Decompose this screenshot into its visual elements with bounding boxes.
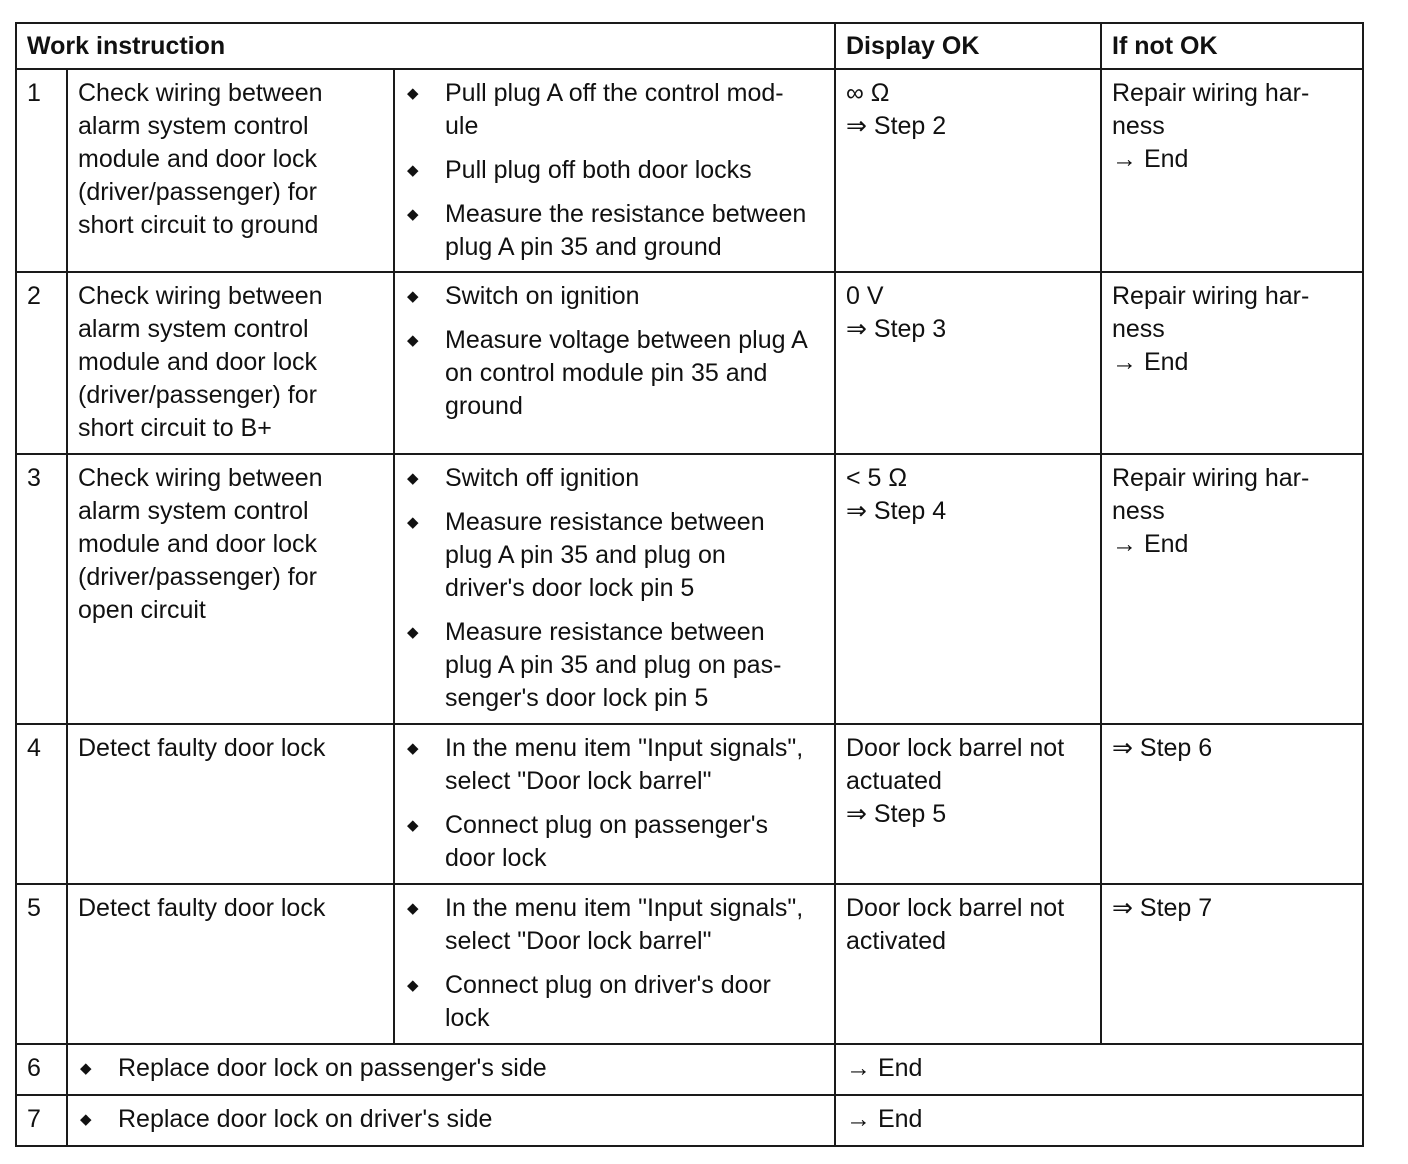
action-steps bbox=[394, 272, 835, 454]
check-description: Detect faulty door lock bbox=[67, 724, 394, 884]
list-item: ◆ Switch on ignition bbox=[405, 280, 824, 313]
action-steps bbox=[394, 454, 835, 724]
check-description: Detect faulty door lock bbox=[67, 884, 394, 1044]
result-cell: → End bbox=[835, 1044, 1363, 1095]
list-item: ◆ Pull plug off both door locks bbox=[405, 154, 824, 187]
step-number: 3 bbox=[16, 454, 67, 724]
action-steps bbox=[394, 884, 835, 1044]
table-row bbox=[16, 69, 1363, 272]
display-ok-cell: 0 V ⇒ Step 3 bbox=[835, 272, 1101, 454]
list-item: ◆ Measure the resistance between plug A pin 35 and ground bbox=[405, 198, 824, 264]
table-row bbox=[16, 272, 1363, 454]
display-ok-cell: Door lock barrel not activated bbox=[835, 884, 1101, 1044]
list-item: ◆ In the menu item "Input signals", select "Door lock barrel" bbox=[405, 732, 824, 798]
check-description: Check wiring between alarm system control module and door lock (driver/passenger) for short circuit to B+ bbox=[67, 272, 394, 454]
table-row bbox=[16, 724, 1363, 884]
table-row bbox=[16, 454, 1363, 724]
header-display-ok: Display OK bbox=[835, 23, 1101, 69]
action-steps bbox=[67, 1044, 835, 1095]
step-number: 7 bbox=[16, 1095, 67, 1146]
action-steps bbox=[394, 69, 835, 272]
check-description: Check wiring between alarm system control module and door lock (driver/passenger) for short circuit to ground bbox=[67, 69, 394, 272]
display-ok-cell: ∞ Ω ⇒ Step 2 bbox=[835, 69, 1101, 272]
if-not-ok-cell: Repair wiring har- ness → End bbox=[1101, 272, 1363, 454]
action-steps bbox=[67, 1095, 835, 1146]
step-number: 4 bbox=[16, 724, 67, 884]
list-item: ◆ Connect plug on driver's door lock bbox=[405, 969, 824, 1035]
table-header-row bbox=[16, 23, 1363, 69]
step-number: 6 bbox=[16, 1044, 67, 1095]
table-row bbox=[16, 884, 1363, 1044]
list-item: ◆ Measure resistance between plug A pin 35 and plug on driver's door lock pin 5 bbox=[405, 506, 824, 605]
if-not-ok-cell: ⇒ Step 7 bbox=[1101, 884, 1363, 1044]
list-item: ◆ Replace door lock on passenger's side bbox=[78, 1052, 824, 1085]
list-item: ◆ Connect plug on passenger's door lock bbox=[405, 809, 824, 875]
table-row bbox=[16, 1044, 1363, 1095]
display-ok-cell: Door lock barrel not actuated ⇒ Step 5 bbox=[835, 724, 1101, 884]
if-not-ok-cell: ⇒ Step 6 bbox=[1101, 724, 1363, 884]
action-steps bbox=[394, 724, 835, 884]
list-item: ◆ Switch off ignition bbox=[405, 462, 824, 495]
work-instruction-table bbox=[15, 22, 1364, 1147]
list-item: ◆ In the menu item "Input signals", select "Door lock barrel" bbox=[405, 892, 824, 958]
step-number: 5 bbox=[16, 884, 67, 1044]
table-row bbox=[16, 1095, 1363, 1146]
header-if-not-ok: If not OK bbox=[1101, 23, 1363, 69]
list-item: ◆ Measure voltage between plug A on control module pin 35 and ground bbox=[405, 324, 824, 423]
if-not-ok-cell: Repair wiring har- ness → End bbox=[1101, 69, 1363, 272]
list-item: ◆ Pull plug A off the control mod- ule bbox=[405, 77, 824, 143]
result-cell: → End bbox=[835, 1095, 1363, 1146]
step-number: 1 bbox=[16, 69, 67, 272]
list-item: ◆ Measure resistance between plug A pin 35 and plug on pas- senger's door lock pin 5 bbox=[405, 616, 824, 715]
display-ok-cell: < 5 Ω ⇒ Step 4 bbox=[835, 454, 1101, 724]
header-work-instruction: Work instruction bbox=[16, 23, 835, 69]
if-not-ok-cell: Repair wiring har- ness → End bbox=[1101, 454, 1363, 724]
step-number: 2 bbox=[16, 272, 67, 454]
check-description: Check wiring between alarm system control module and door lock (driver/passenger) for open circuit bbox=[67, 454, 394, 724]
list-item: ◆ Replace door lock on driver's side bbox=[78, 1103, 824, 1136]
